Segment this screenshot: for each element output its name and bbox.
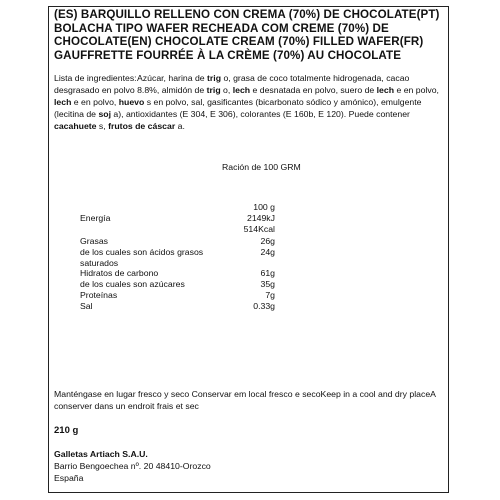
- nutrient-label: Grasas: [80, 236, 109, 246]
- nutrient-value: 7g: [265, 290, 275, 300]
- ingredient-text: a), antioxidantes (E 304, E 306), colorantes (E 160b, E 120). Puede contener: [111, 109, 410, 119]
- nutrient-label: de los cuales son azúcares: [80, 279, 185, 289]
- ingredients-label: Lista de ingredientes:: [54, 73, 137, 83]
- nutrient-value: 26g: [260, 236, 275, 246]
- ingredient-text: e en polvo,: [394, 85, 439, 95]
- nutrient-label: Proteínas: [80, 290, 118, 300]
- ingredient-text: o, grasa de coco totalmente hidrogenada, cacao desgrasado en polvo 8.8%, almidón de: [54, 73, 410, 95]
- allergen-highlight: trig: [206, 85, 221, 95]
- nutrient-label: Hidratos de carbono: [80, 268, 159, 278]
- ingredients-text: [54, 72, 449, 132]
- company-name: Galletas Artiach S.A.U.: [54, 449, 148, 459]
- nutrition-serving-header: Ración de 100 GRM: [222, 162, 301, 172]
- nutrient-value: 61g: [260, 268, 275, 278]
- allergen-highlight: cacahuete: [54, 121, 97, 131]
- ingredient-text: o,: [220, 85, 233, 95]
- allergen-highlight: soj: [98, 109, 111, 119]
- ingredient-text: s,: [96, 121, 109, 131]
- nutrient-value: 24g: [260, 247, 275, 257]
- allergen-highlight: lech: [376, 85, 395, 95]
- product-title: (ES) BARQUILLO RELLENO CON CREMA (70%) DE CHOCOLATE(PT) BOLACHA TIPO WAFER RECHEADA COM CREME (70%) DE CHOCOLATE(EN) CHOCOLATE CREAM (70%) FILLED WAFER(FR) GAUFFRETTE FOURRÉE À LA CRÈME (70%) AU CHOCOLATE: [54, 8, 440, 62]
- company-country: España: [54, 473, 84, 483]
- nutrient-value: 0.33g: [253, 301, 275, 311]
- allergen-highlight: lech: [54, 97, 72, 107]
- allergen-highlight: huevo: [118, 97, 145, 107]
- nutrient-value: 35g: [260, 279, 275, 289]
- ingredient-text: Azúcar, harina de: [137, 73, 208, 83]
- nutrient-value: 514Kcal: [243, 224, 275, 234]
- allergen-highlight: trig: [207, 73, 222, 83]
- allergen-highlight: lech: [232, 85, 251, 95]
- nutrient-value: 100 g: [253, 202, 275, 212]
- ingredient-text: a.: [175, 121, 185, 131]
- nutrient-label: de los cuales son ácidos grasos saturados: [80, 247, 204, 268]
- nutrient-label: Sal: [80, 301, 93, 311]
- ingredient-text: s en polvo, sal, gasificantes (bicarbonato sódico y amónico), emulgente (lecitina de: [54, 97, 422, 119]
- ingredient-text: e en polvo,: [71, 97, 119, 107]
- allergen-highlight: frutos de cáscar: [108, 121, 176, 131]
- storage-instructions: Manténgase en lugar fresco y seco Conservar em local fresco e secoKeep in a cool and dry placeA conserver dans un endroit frais et sec: [54, 389, 436, 411]
- net-weight: 210 g: [54, 425, 79, 436]
- company-address: Barrio Bengoechea nº. 20 48410-Orozco: [54, 461, 211, 471]
- nutrient-value: 2149kJ: [246, 213, 275, 223]
- nutrient-label: Energía: [80, 213, 111, 223]
- ingredient-text: e desnatada en polvo, suero de: [250, 85, 377, 95]
